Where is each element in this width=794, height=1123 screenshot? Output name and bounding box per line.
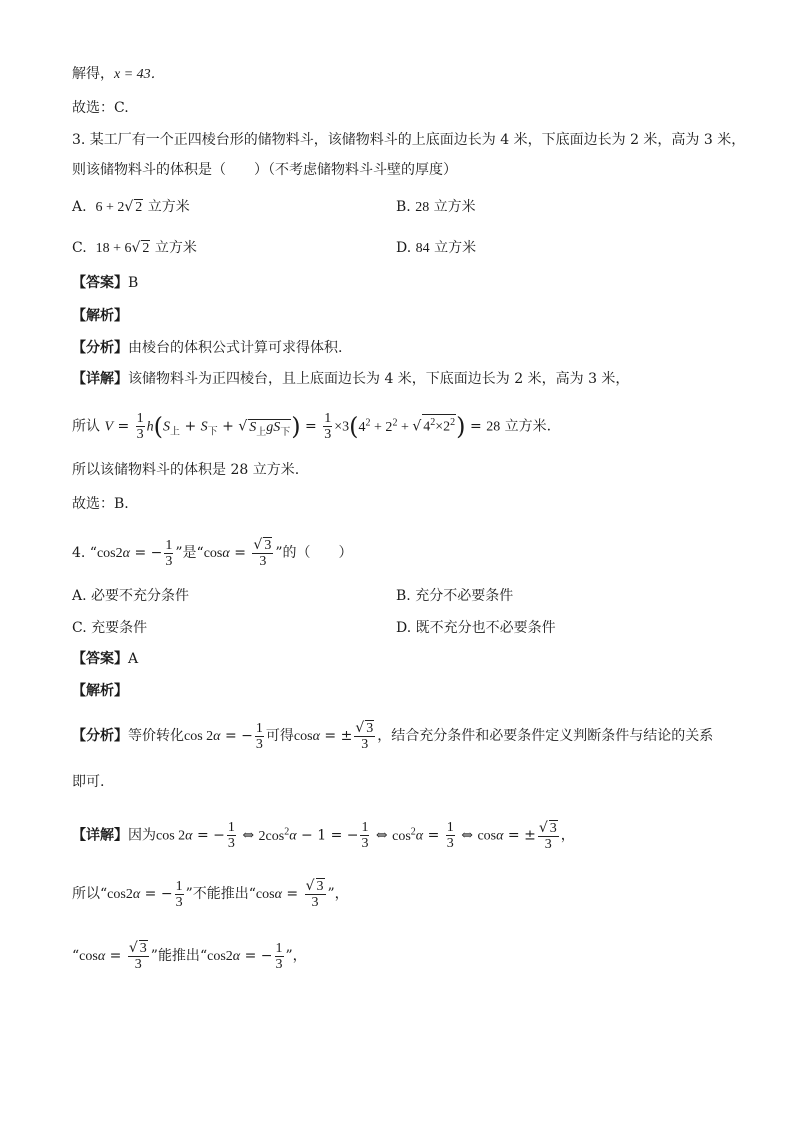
answer-value: B [128, 275, 139, 291]
q3-option-d [396, 238, 476, 259]
q4-stem-mid: 是 [182, 545, 197, 561]
option-b-math: 28 [415, 200, 430, 215]
option-label: A. [72, 588, 87, 604]
q3-option-b [396, 197, 476, 218]
option-text: 充分不必要条件 [415, 588, 514, 604]
detail-label: 【详解】 [72, 827, 128, 844]
option-c-math: 18 + 6√ 2 [95, 240, 150, 256]
option-unit: 立方米 [433, 199, 476, 215]
option-unit: 立方米 [154, 240, 197, 256]
answer-value: A [128, 651, 139, 667]
q3-conclusion: 所以该储物料斗的体积是 28 立方米. [72, 462, 300, 478]
q4-option-c [72, 618, 147, 638]
fenxi-label: 【分析】 [72, 728, 128, 744]
one-third-fraction: $\frac{1}{3}$ [136, 411, 144, 443]
q3-analysis-label: 【解析】 [72, 308, 128, 324]
q3-formula: 所认 V = $\frac{1}{3}$ $h(S_上 + S_下$ + √ $S_上gS_下$) = $\frac{1}{3}$ $\times 3(4^2 + 2^2$ + √ $4^2\times 2^2) = 28$ 立方米. [72, 411, 552, 443]
q3-detail [72, 369, 629, 389]
q4-analysis-label: 【解析】 [72, 683, 128, 699]
q3-choice: 故选：B. [72, 496, 129, 512]
q4-fenxi: 【分析】等价转化cos 2α = − $\frac{1}{3}$ 可得cosα = ± $\frac{√ 3}{3}$ ，结合充分条件和必要条件定义判断条件与结论的关系 [72, 720, 714, 752]
q4-stem-tail: 的（ ） [282, 545, 353, 561]
q3-fenxi [72, 338, 342, 358]
option-label: C. [72, 240, 87, 256]
option-label: D. [396, 620, 412, 636]
q4-line1: 所以“cos2α = − $\frac{1}{3}$ ”不能推出“cosα = $\frac{√ 3}{3}$ ”， [72, 878, 349, 910]
answer-label: 【答案】 [72, 651, 128, 667]
q4-line2: “cosα = $\frac{√ 3}{3}$ ”能推出“cos2α = − $\frac{1}{3}$ ”， [72, 940, 307, 972]
formula-result: 28 [486, 419, 501, 435]
prev-choice: 故选：C. [72, 100, 129, 116]
q4-fenxi-cont: 即可. [72, 774, 105, 790]
q4-answer [72, 649, 138, 669]
q4-option-b [396, 586, 513, 606]
option-text: 必要不充分条件 [91, 588, 190, 604]
q4-number: 4. [72, 545, 86, 561]
q4-option-a [72, 586, 189, 606]
solve-prefix: 解得， [72, 66, 114, 82]
option-unit: 立方米 [147, 199, 190, 215]
q4-option-d [396, 618, 556, 638]
fenxi-label: 【分析】 [72, 340, 128, 356]
q3-option-c [72, 238, 197, 259]
solve-equation: x = 43． [114, 67, 165, 82]
fenxi-post: ，结合充分条件和必要条件定义判断条件与结论的关系 [377, 728, 714, 744]
fenxi-mid: 可得 [265, 728, 294, 744]
option-d-math: 84 [415, 241, 430, 256]
q3-stem-line2: 则该储物料斗的体积是（ ）（不考虑储物料斗斗壁的厚度） [72, 162, 457, 178]
option-a-math: 6 + 2√ 2 [95, 199, 143, 215]
q3-answer [72, 273, 138, 293]
line1-pre: 所以 [72, 886, 100, 902]
detail-pre: 因为 [128, 827, 156, 844]
formula-suffix: 立方米. [504, 418, 552, 435]
option-unit: 立方米 [434, 240, 477, 256]
option-label: B. [396, 199, 411, 215]
option-label: B. [396, 588, 411, 604]
option-label: A. [72, 199, 87, 215]
q3-option-a [72, 197, 190, 218]
fenxi-pre: 等价转化 [128, 728, 184, 744]
q4-detail: 【详解】因为cos 2α = − $\frac{1}{3}$ ⇔ $2\cos^2\alpha - 1$ = − $\frac{1}{3}$ ⇔ $\cos^2\alpha$ = $\frac{1}{3}$ ⇔ cosα = ± $\frac{√ 3}{3}$ ， [72, 819, 575, 852]
detail-text: 该储物料斗为正四棱台，且上底面边长为 4 米，下底面边长为 2 米，高为 3 米， [128, 371, 630, 387]
option-text: 充要条件 [91, 620, 148, 636]
line1-mid: 不能推出 [192, 886, 249, 902]
option-label: C. [72, 620, 87, 636]
option-label: D. [396, 240, 412, 256]
solve-line [72, 64, 165, 85]
formula-prefix: 所认 [72, 418, 100, 435]
q4-stem: 4. “cos2α = − $\frac{1}{3}$ ”是“cosα = $\frac{√ 3}{3}$ ”的（ ） [72, 537, 353, 569]
detail-label: 【详解】 [72, 371, 128, 387]
fenxi-text: 由棱台的体积公式计算可求得体积. [128, 340, 343, 356]
q3-stem-line1: 3. 某工厂有一个正四棱台形的储物料斗，该储物料斗的上底面边长为 4 米，下底面边长为 2 米，高为 3 米， [72, 132, 746, 148]
line2-mid: 能推出 [157, 948, 200, 964]
answer-label: 【答案】 [72, 275, 128, 291]
option-text: 既不充分也不必要条件 [415, 620, 556, 636]
